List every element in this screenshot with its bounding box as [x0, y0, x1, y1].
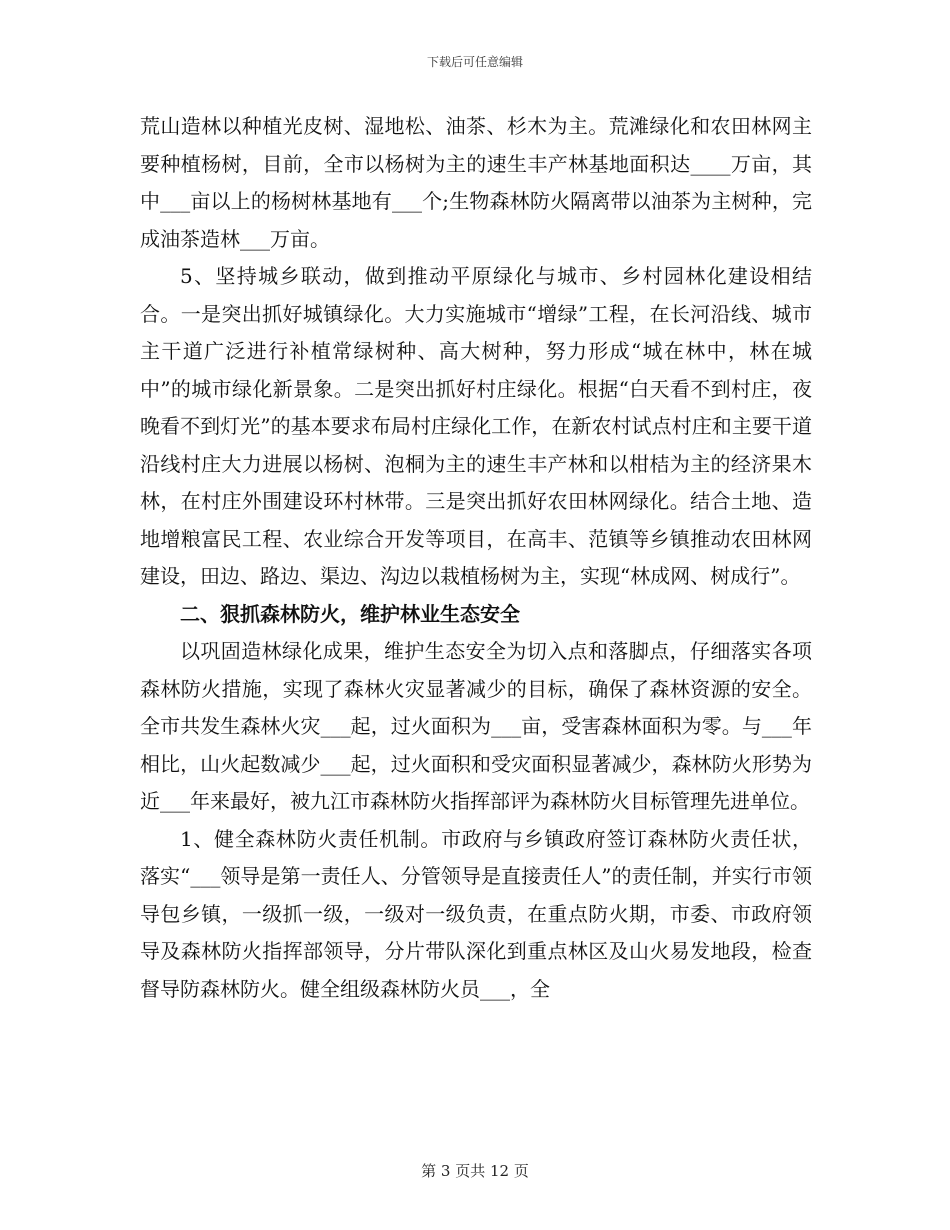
paragraph-item-5: 5、坚持城乡联动，做到推动平原绿化与城市、乡村园林化建设相结合。一是突出抓好城镇绿化。大力实施城市“增绿”工程，在长河沿线、城市主干道广泛进行补植常绿树种、高大树种，努力形成“城在林中，林在城中”的城市绿化新景象。二是突出抓好村庄绿化。根据“白天看不到村庄，夜晚看不到灯光”的基本要求布局村庄绿化工作，在新农村试点村庄和主要干道沿线村庄大力进展以杨树、泡桐为主的速生丰产林和以柑桔为主的经济果木林，在村庄外围建设环村林带。三是突出抓好农田林网绿化。结合土地、造地增粮富民工程、农业综合开发等项目，在高丰、范镇等乡镇推动农田林网建设，田边、路边、渠边、沟边以栽植杨树为主，实现“林成网、树成行”。: [140, 264, 812, 588]
page-footer: 第 3 页共 12 页: [421, 1162, 529, 1180]
paragraph-continued: 荒山造林以种植光皮树、湿地松、油茶、杉木为主。荒滩绿化和农田林网主要种植杨树，目前，全市以杨树为主的速生丰产林基地面积达____万亩，其中___亩以上的杨树林基地有___个;生物森林防火隔离带以油茶为主树种，完成油茶造林___万亩。: [140, 114, 812, 251]
paragraph-fire-prevention: 以巩固造林绿化成果，维护生态安全为切入点和落脚点，仔细落实各项森林防火措施，实现了森林火灾显著减少的目标，确保了森林资源的安全。全市共发生森林火灾___起，过火面积为___亩，受害森林面积为零。与___年相比，山火起数减少___起，过火面积和受灾面积显著减少，森林防火形势为近___年来最好，被九江市森林防火指挥部评为森林防火目标管理先进单位。: [140, 639, 812, 813]
paragraph-item-1: 1、健全森林防火责任机制。市政府与乡镇政府签订森林防火责任状，落实“___领导是第一责任人、分管领导是直接责任人”的责任制，并实行市领导包乡镇，一级抓一级，一级对一级负责，在重点防火期，市委、市政府领导及森林防火指挥部领导，分片带队深化到重点林区及山火易发地段，检查督导防森林防火。健全组级森林防火员___，全: [140, 826, 812, 1001]
section-heading: 二、狠抓森林防火，维护林业生态安全: [180, 601, 520, 626]
page-header: 下载后可任意编辑: [426, 55, 523, 69]
document-body: [140, 108, 812, 1008]
